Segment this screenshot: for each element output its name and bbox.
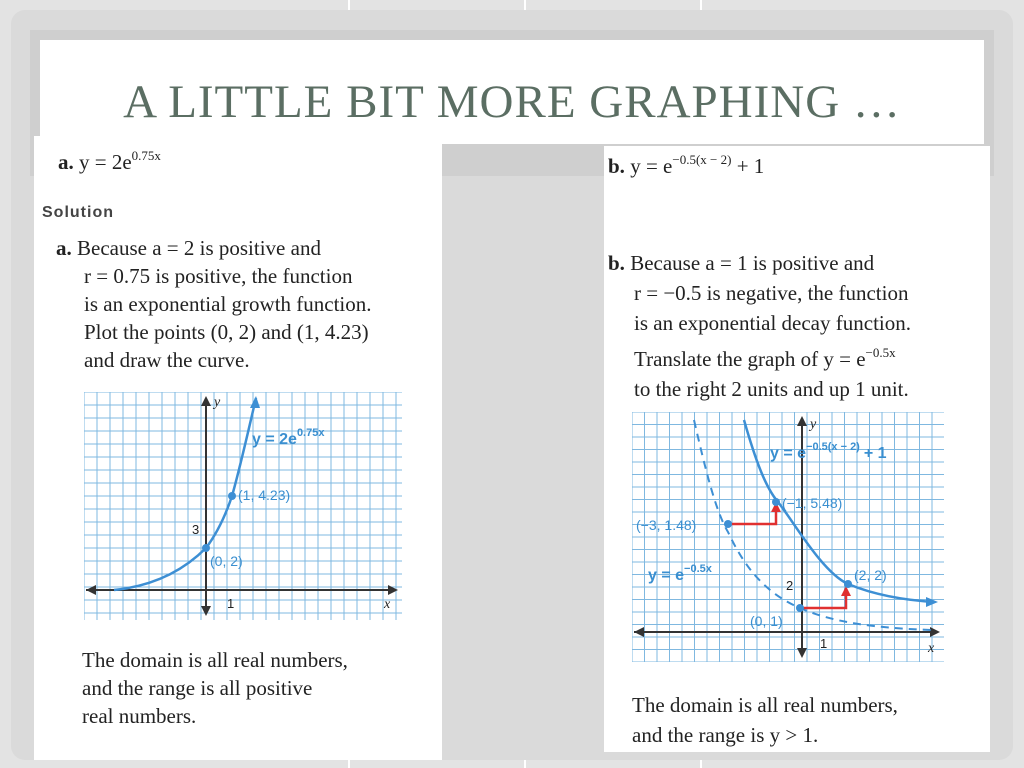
solution-heading: Solution — [42, 204, 114, 221]
x-axis-label: x — [384, 597, 391, 612]
point-label: (1, 4.23) — [238, 487, 291, 503]
right-problem-equation: y = e — [630, 154, 673, 178]
right-problem — [608, 152, 764, 179]
point-0-2 — [202, 544, 210, 552]
y-axis-label: y — [810, 417, 817, 432]
x-tick-label: 1 — [227, 596, 235, 611]
right-explanation — [608, 248, 911, 404]
right-line: to the right 2 units and up 1 unit. — [634, 377, 909, 401]
point-label: (0, 1) — [750, 613, 783, 629]
left-graph — [84, 392, 402, 620]
conclusion-line: The domain is all real numbers, — [632, 693, 898, 717]
left-problem-letter: a. — [58, 150, 74, 174]
slide-title: A LITTLE BIT MORE GRAPHING … — [123, 76, 901, 128]
conclusion-line: real numbers. — [82, 704, 197, 728]
right-conclusion — [632, 690, 898, 750]
right-line — [608, 248, 911, 278]
point-neg3-148 — [724, 520, 732, 528]
right-line-text: Because a = 1 is positive and — [630, 251, 875, 275]
left-line: r = 0.75 is positive, the function — [84, 264, 353, 288]
right-problem-letter: b. — [608, 154, 625, 178]
base-curve-label: $y = e^{-0.5x}$ — [648, 563, 712, 584]
point-label: (−3, 1.48) — [636, 517, 697, 533]
right-problem-exponent: −0.5(x − 2) — [672, 152, 732, 167]
left-line — [56, 234, 372, 262]
left-explanation — [56, 234, 372, 374]
point-label: (−1, 5.48) — [782, 495, 843, 511]
left-problem-exponent: 0.75x — [131, 148, 161, 163]
right-line-text: Translate the graph of y = e — [634, 347, 866, 371]
right-line-letter: b. — [608, 251, 625, 275]
left-line-text: Because a = 2 is positive and — [77, 236, 321, 260]
right-problem-tail: + 1 — [736, 154, 765, 178]
right-line: r = −0.5 is negative, the function — [634, 281, 909, 305]
point-label: (0, 2) — [210, 553, 243, 569]
point-neg1-548 — [772, 498, 780, 506]
graph-background — [84, 392, 402, 620]
y-tick-label: 2 — [786, 578, 794, 593]
right-line: is an exponential decay function. — [634, 311, 911, 335]
left-line: Plot the points (0, 2) and (1, 4.23) — [84, 320, 369, 344]
y-axis-label: y — [214, 395, 221, 410]
x-axis-label: x — [928, 641, 935, 656]
conclusion-line: The domain is all real numbers, — [82, 648, 348, 672]
x-tick-label: 1 — [820, 636, 828, 651]
curve-label: $y = e^{-0.5(x - 2)} + 1$ — [770, 441, 887, 462]
conclusion-line: and the range is all positive — [82, 676, 313, 700]
translate-exponent: −0.5x — [865, 345, 896, 360]
y-tick-label: 3 — [192, 522, 200, 537]
right-line — [608, 338, 911, 374]
point-label: (2, 2) — [854, 567, 887, 583]
left-problem-equation: y = 2e — [79, 150, 132, 174]
left-line: and draw the curve. — [84, 348, 250, 372]
left-conclusion — [82, 646, 348, 730]
left-line: is an exponential growth function. — [84, 292, 372, 316]
left-problem — [58, 148, 161, 175]
point-1-423 — [228, 492, 236, 500]
right-graph — [632, 412, 944, 662]
conclusion-line: and the range is y > 1. — [632, 723, 819, 747]
point-2-2 — [844, 580, 852, 588]
left-line-letter: a. — [56, 236, 72, 260]
curve-label: $y = 2e^{0.75x}$ — [252, 427, 325, 448]
point-0-1 — [796, 604, 804, 612]
